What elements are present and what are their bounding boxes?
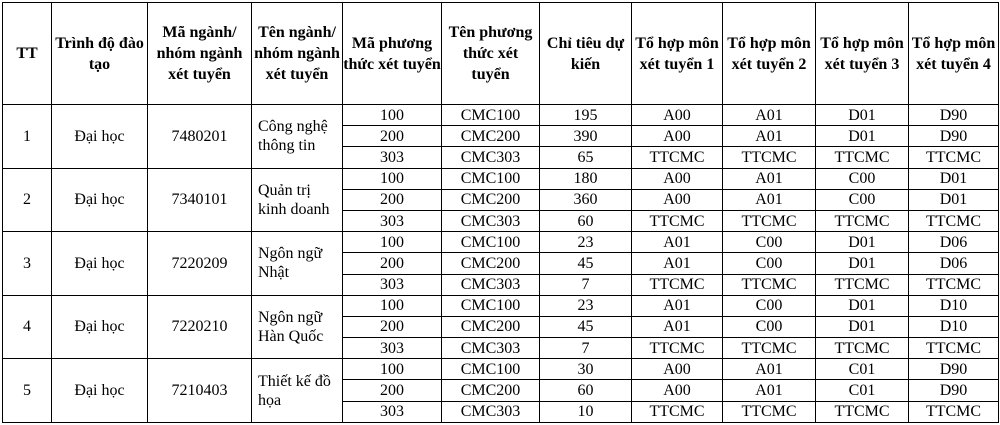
method-name-cell: CMC303 <box>442 147 540 168</box>
method-name-cell: CMC303 <box>442 210 540 231</box>
combo-4-cell: D90 <box>909 105 999 126</box>
quota-cell: 7 <box>540 338 632 359</box>
combo-3-cell: D01 <box>816 316 909 337</box>
major-name-cell: Ngôn ngữ Nhật <box>252 232 343 296</box>
method-name-cell: CMC100 <box>442 295 540 316</box>
method-name-cell: CMC200 <box>442 126 540 147</box>
quota-cell: 195 <box>540 105 632 126</box>
method-code-cell: 303 <box>343 338 442 359</box>
method-name-cell: CMC303 <box>442 338 540 359</box>
method-code-cell: 100 <box>343 359 442 380</box>
combo-3-cell: TTCMC <box>816 401 909 422</box>
table-row <box>3 105 999 126</box>
method-code-cell: 303 <box>343 274 442 295</box>
major-name-cell: Công nghệ thông tin <box>252 105 343 169</box>
major-code-cell: 7340101 <box>148 168 252 232</box>
combo-1-cell: TTCMC <box>632 210 723 231</box>
training-level-cell: Đại học <box>52 295 148 359</box>
combo-3-cell: D01 <box>816 253 909 274</box>
method-code-cell: 200 <box>343 380 442 401</box>
combo-3-cell: C00 <box>816 189 909 210</box>
combo-1-cell: TTCMC <box>632 338 723 359</box>
method-name-cell: CMC100 <box>442 168 540 189</box>
method-code-cell: 100 <box>343 295 442 316</box>
method-name-cell: CMC200 <box>442 316 540 337</box>
combo-1-cell: TTCMC <box>632 401 723 422</box>
header-major-name: Tên ngành/ nhóm ngành xét tuyển <box>252 3 343 105</box>
method-code-cell: 200 <box>343 126 442 147</box>
tt-cell: 3 <box>3 232 52 296</box>
method-code-cell: 100 <box>343 168 442 189</box>
admissions-table <box>2 2 999 423</box>
combo-1-cell: A00 <box>632 168 723 189</box>
method-name-cell: CMC100 <box>442 105 540 126</box>
method-code-cell: 303 <box>343 147 442 168</box>
combo-4-cell: D10 <box>909 295 999 316</box>
combo-1-cell: TTCMC <box>632 147 723 168</box>
quota-cell: 45 <box>540 316 632 337</box>
method-code-cell: 303 <box>343 210 442 231</box>
combo-1-cell: A00 <box>632 359 723 380</box>
combo-4-cell: D01 <box>909 189 999 210</box>
combo-2-cell: C00 <box>723 316 816 337</box>
combo-2-cell: TTCMC <box>723 401 816 422</box>
combo-3-cell: D01 <box>816 232 909 253</box>
major-code-cell: 7210403 <box>148 359 252 423</box>
combo-2-cell: TTCMC <box>723 338 816 359</box>
training-level-cell: Đại học <box>52 168 148 232</box>
combo-3-cell: TTCMC <box>816 147 909 168</box>
method-name-cell: CMC100 <box>442 359 540 380</box>
combo-4-cell: D01 <box>909 168 999 189</box>
header-quota: Chỉ tiêu dự kiến <box>540 3 632 105</box>
combo-1-cell: A00 <box>632 126 723 147</box>
method-name-cell: CMC200 <box>442 253 540 274</box>
combo-4-cell: TTCMC <box>909 210 999 231</box>
combo-4-cell: D90 <box>909 126 999 147</box>
combo-2-cell: C00 <box>723 232 816 253</box>
header-training-level: Trình độ đào tạo <box>52 3 148 105</box>
combo-3-cell: C00 <box>816 168 909 189</box>
training-level-cell: Đại học <box>52 232 148 296</box>
major-code-cell: 7220210 <box>148 295 252 359</box>
combo-2-cell: A01 <box>723 359 816 380</box>
header-combo-4: Tổ hợp môn xét tuyển 4 <box>909 3 999 105</box>
method-name-cell: CMC100 <box>442 232 540 253</box>
combo-4-cell: D90 <box>909 359 999 380</box>
combo-4-cell: TTCMC <box>909 401 999 422</box>
combo-4-cell: D06 <box>909 253 999 274</box>
method-code-cell: 200 <box>343 189 442 210</box>
table-body <box>3 105 999 423</box>
quota-cell: 60 <box>540 380 632 401</box>
table-row <box>3 168 999 189</box>
method-name-cell: CMC200 <box>442 189 540 210</box>
combo-3-cell: D01 <box>816 105 909 126</box>
header-tt: TT <box>3 3 52 105</box>
method-name-cell: CMC303 <box>442 274 540 295</box>
method-code-cell: 303 <box>343 401 442 422</box>
combo-2-cell: C00 <box>723 295 816 316</box>
combo-3-cell: TTCMC <box>816 274 909 295</box>
combo-3-cell: C01 <box>816 380 909 401</box>
major-code-cell: 7480201 <box>148 105 252 169</box>
combo-2-cell: TTCMC <box>723 274 816 295</box>
header-method-name: Tên phương thức xét tuyển <box>442 3 540 105</box>
combo-2-cell: C00 <box>723 253 816 274</box>
header-combo-3: Tổ hợp môn xét tuyển 3 <box>816 3 909 105</box>
quota-cell: 30 <box>540 359 632 380</box>
quota-cell: 10 <box>540 401 632 422</box>
tt-cell: 2 <box>3 168 52 232</box>
combo-3-cell: D01 <box>816 126 909 147</box>
method-name-cell: CMC303 <box>442 401 540 422</box>
tt-cell: 5 <box>3 359 52 423</box>
method-code-cell: 100 <box>343 105 442 126</box>
method-code-cell: 200 <box>343 253 442 274</box>
method-code-cell: 100 <box>343 232 442 253</box>
combo-2-cell: A01 <box>723 168 816 189</box>
training-level-cell: Đại học <box>52 359 148 423</box>
combo-3-cell: TTCMC <box>816 338 909 359</box>
combo-3-cell: TTCMC <box>816 210 909 231</box>
combo-4-cell: TTCMC <box>909 274 999 295</box>
table-row <box>3 232 999 253</box>
header-major-code: Mã ngành/ nhóm ngành xét tuyển <box>148 3 252 105</box>
combo-1-cell: A01 <box>632 253 723 274</box>
combo-4-cell: D06 <box>909 232 999 253</box>
quota-cell: 360 <box>540 189 632 210</box>
quota-cell: 45 <box>540 253 632 274</box>
quota-cell: 23 <box>540 232 632 253</box>
combo-2-cell: A01 <box>723 126 816 147</box>
combo-1-cell: A01 <box>632 295 723 316</box>
major-code-cell: 7220209 <box>148 232 252 296</box>
combo-1-cell: A01 <box>632 316 723 337</box>
combo-2-cell: A01 <box>723 189 816 210</box>
combo-4-cell: TTCMC <box>909 338 999 359</box>
header-method-code: Mã phương thức xét tuyển <box>343 3 442 105</box>
combo-4-cell: TTCMC <box>909 147 999 168</box>
combo-1-cell: A01 <box>632 232 723 253</box>
combo-2-cell: TTCMC <box>723 210 816 231</box>
quota-cell: 390 <box>540 126 632 147</box>
combo-1-cell: TTCMC <box>632 274 723 295</box>
combo-1-cell: A00 <box>632 380 723 401</box>
header-combo-1: Tổ hợp môn xét tuyển 1 <box>632 3 723 105</box>
combo-2-cell: A01 <box>723 380 816 401</box>
combo-3-cell: D01 <box>816 295 909 316</box>
table-row <box>3 295 999 316</box>
combo-2-cell: TTCMC <box>723 147 816 168</box>
header-combo-2: Tổ hợp môn xét tuyển 2 <box>723 3 816 105</box>
method-name-cell: CMC200 <box>442 380 540 401</box>
training-level-cell: Đại học <box>52 105 148 169</box>
combo-2-cell: A01 <box>723 105 816 126</box>
major-name-cell: Quản trị kinh doanh <box>252 168 343 232</box>
quota-cell: 7 <box>540 274 632 295</box>
combo-1-cell: A00 <box>632 189 723 210</box>
quota-cell: 65 <box>540 147 632 168</box>
combo-4-cell: D10 <box>909 316 999 337</box>
combo-4-cell: D90 <box>909 380 999 401</box>
header-row <box>3 3 999 105</box>
quota-cell: 180 <box>540 168 632 189</box>
quota-cell: 60 <box>540 210 632 231</box>
major-name-cell: Thiết kế đồ họa <box>252 359 343 423</box>
tt-cell: 1 <box>3 105 52 169</box>
combo-1-cell: A00 <box>632 105 723 126</box>
combo-3-cell: C01 <box>816 359 909 380</box>
quota-cell: 23 <box>540 295 632 316</box>
tt-cell: 4 <box>3 295 52 359</box>
table-row <box>3 359 999 380</box>
method-code-cell: 200 <box>343 316 442 337</box>
major-name-cell: Ngôn ngữ Hàn Quốc <box>252 295 343 359</box>
